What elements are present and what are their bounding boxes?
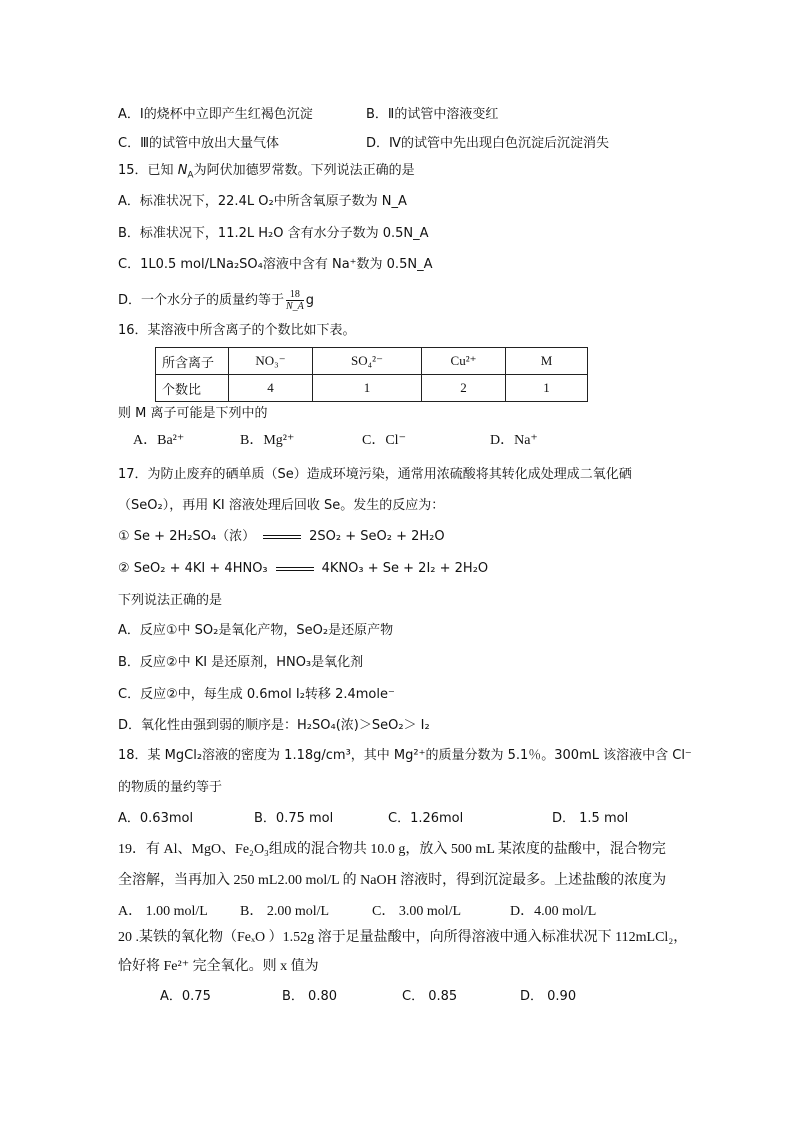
q16-question: 则 M 离子可能是下列中的 [118,406,268,421]
table-cell: SO₄²⁻ [313,348,422,375]
q20-option-c: C． 0.85 [402,989,458,1004]
q15-option-c: C．1L0.5 mol/LNa₂SO₄溶液中含有 Na⁺数为 0.5N_A [118,257,433,272]
table-cell: Cu²⁺ [422,348,506,375]
q17-option-d: D．氧化性由强到弱的顺序是：H₂SO₄(浓)＞SeO₂＞ I₂ [118,718,430,733]
table-cell: M [506,348,588,375]
table-cell: 1 [506,375,588,402]
q20-option-a: A．0.75 [160,989,211,1004]
q18-option-c: C．1.26mol [388,811,464,826]
q17-equation-2: ② SeO₂ + 4KI + 4HNO₃ 4KNO₃ + Se + 2I₂ + 2H₂O [118,561,489,576]
q15-option-a: A．标准状况下，22.4L O₂中所含氧原子数为 N_A [118,194,407,209]
table-cell: 1 [313,375,422,402]
q17-stem-line2: （SeO₂），再用 KI 溶液处理后回收 Se。发生的反应为： [118,498,445,513]
q19-option-d: D．4.00 mol/L [510,904,597,919]
q19-option-c: C． 3.00 mol/L [372,904,462,919]
q14-option-b: B．Ⅱ的试管中溶液变红 [366,107,499,122]
q15-option-d: D．一个水分子的质量约等于 $\frac{18}{N\_A}$ g [118,289,315,312]
q16-stem: 16．某溶液中所含离子的个数比如下表。 [118,323,356,338]
q16-option-d: D．Na⁺ [490,433,538,448]
q20-option-b: B． 0.80 [282,989,337,1004]
q17-question: 下列说法正确的是 [118,593,223,608]
q19-stem-line1: 19．有 Al、MgO、Fe₂O₃组成的混合物共 10.0 g，放入 500 mL 某浓度的盐酸中，混合物完 [118,842,666,857]
equals-sign-icon [276,567,314,571]
table-cell: 个数比 [156,375,229,402]
q20-stem-line1: 20 .某铁的氧化物（FeₓO ）1.52g 溶于足量盐酸中，向所得溶液中通入标准状况下 112mLCl₂， [118,930,688,945]
q14-option-c: C．Ⅲ的试管中放出大量气体 [118,136,280,151]
ion-ratio-table [155,347,588,402]
table-cell: 4 [229,375,313,402]
q17-option-c: C．反应②中，每生成 0.6mol I₂转移 2.4mole⁻ [118,687,395,702]
table-cell: NO₃⁻ [229,348,313,375]
q17-equation-1: ① Se + 2H₂SO₄（浓） 2SO₂ + SeO₂ + 2H₂O [118,529,445,544]
q15-fraction: $\frac{18}{N\_A}$ [286,289,304,312]
q15-option-b: B．标准状况下，11.2L H₂O 含有水分子数为 0.5N_A [118,226,429,241]
q19-option-b: B． 2.00 mol/L [240,904,330,919]
q18-option-a: A．0.63mol [118,811,194,826]
table-header-row [156,348,588,375]
q17-stem-line1: 17．为防止废弃的硒单质（Se）造成环境污染，通常用浓硫酸将其转化成处理成二氧化硒 [118,467,632,482]
q17-option-a: A．反应①中 SO₂是氧化产物，SeO₂是还原产物 [118,623,394,638]
q14-option-a: A．Ⅰ的烧杯中立即产生红褐色沉淀 [118,107,313,122]
q18-option-d: D． 1.5 mol [552,811,629,826]
q19-option-a: A． 1.00 mol/L [118,904,208,919]
q16-option-c: C．Cl⁻ [362,433,406,448]
equals-sign-icon [263,535,301,539]
q18-stem-line2: 的物质的量约等于 [118,780,223,795]
table-row [156,375,588,402]
q20-option-d: D． 0.90 [520,989,577,1004]
q15-stem: 15．已知 $N_A$为阿伏加德罗常数。下列说法正确的是 [118,163,415,181]
q17-option-b: B．反应②中 KI 是还原剂，HNO₃是氧化剂 [118,655,364,670]
q16-option-a: A．Ba²⁺ [133,433,185,448]
table-cell: 2 [422,375,506,402]
q16-option-b: B．Mg²⁺ [240,433,295,448]
table-cell: 所含离子 [156,348,229,375]
q19-stem-line2: 全溶解，当再加入 250 mL2.00 mol/L 的 NaOH 溶液时，得到沉淀最多。上述盐酸的浓度为 [118,873,667,888]
q20-stem-line2: 恰好将 Fe²⁺ 完全氧化。则 x 值为 [118,959,319,974]
q14-option-d: D．Ⅳ的试管中先出现白色沉淀后沉淀消失 [366,136,610,151]
q18-option-b: B．0.75 mol [254,811,334,826]
q18-stem-line1: 18．某 MgCl₂溶液的密度为 1.18g/cm³，其中 Mg²⁺的质量分数为 5.1％。300mL 该溶液中含 Cl⁻ [118,748,692,763]
